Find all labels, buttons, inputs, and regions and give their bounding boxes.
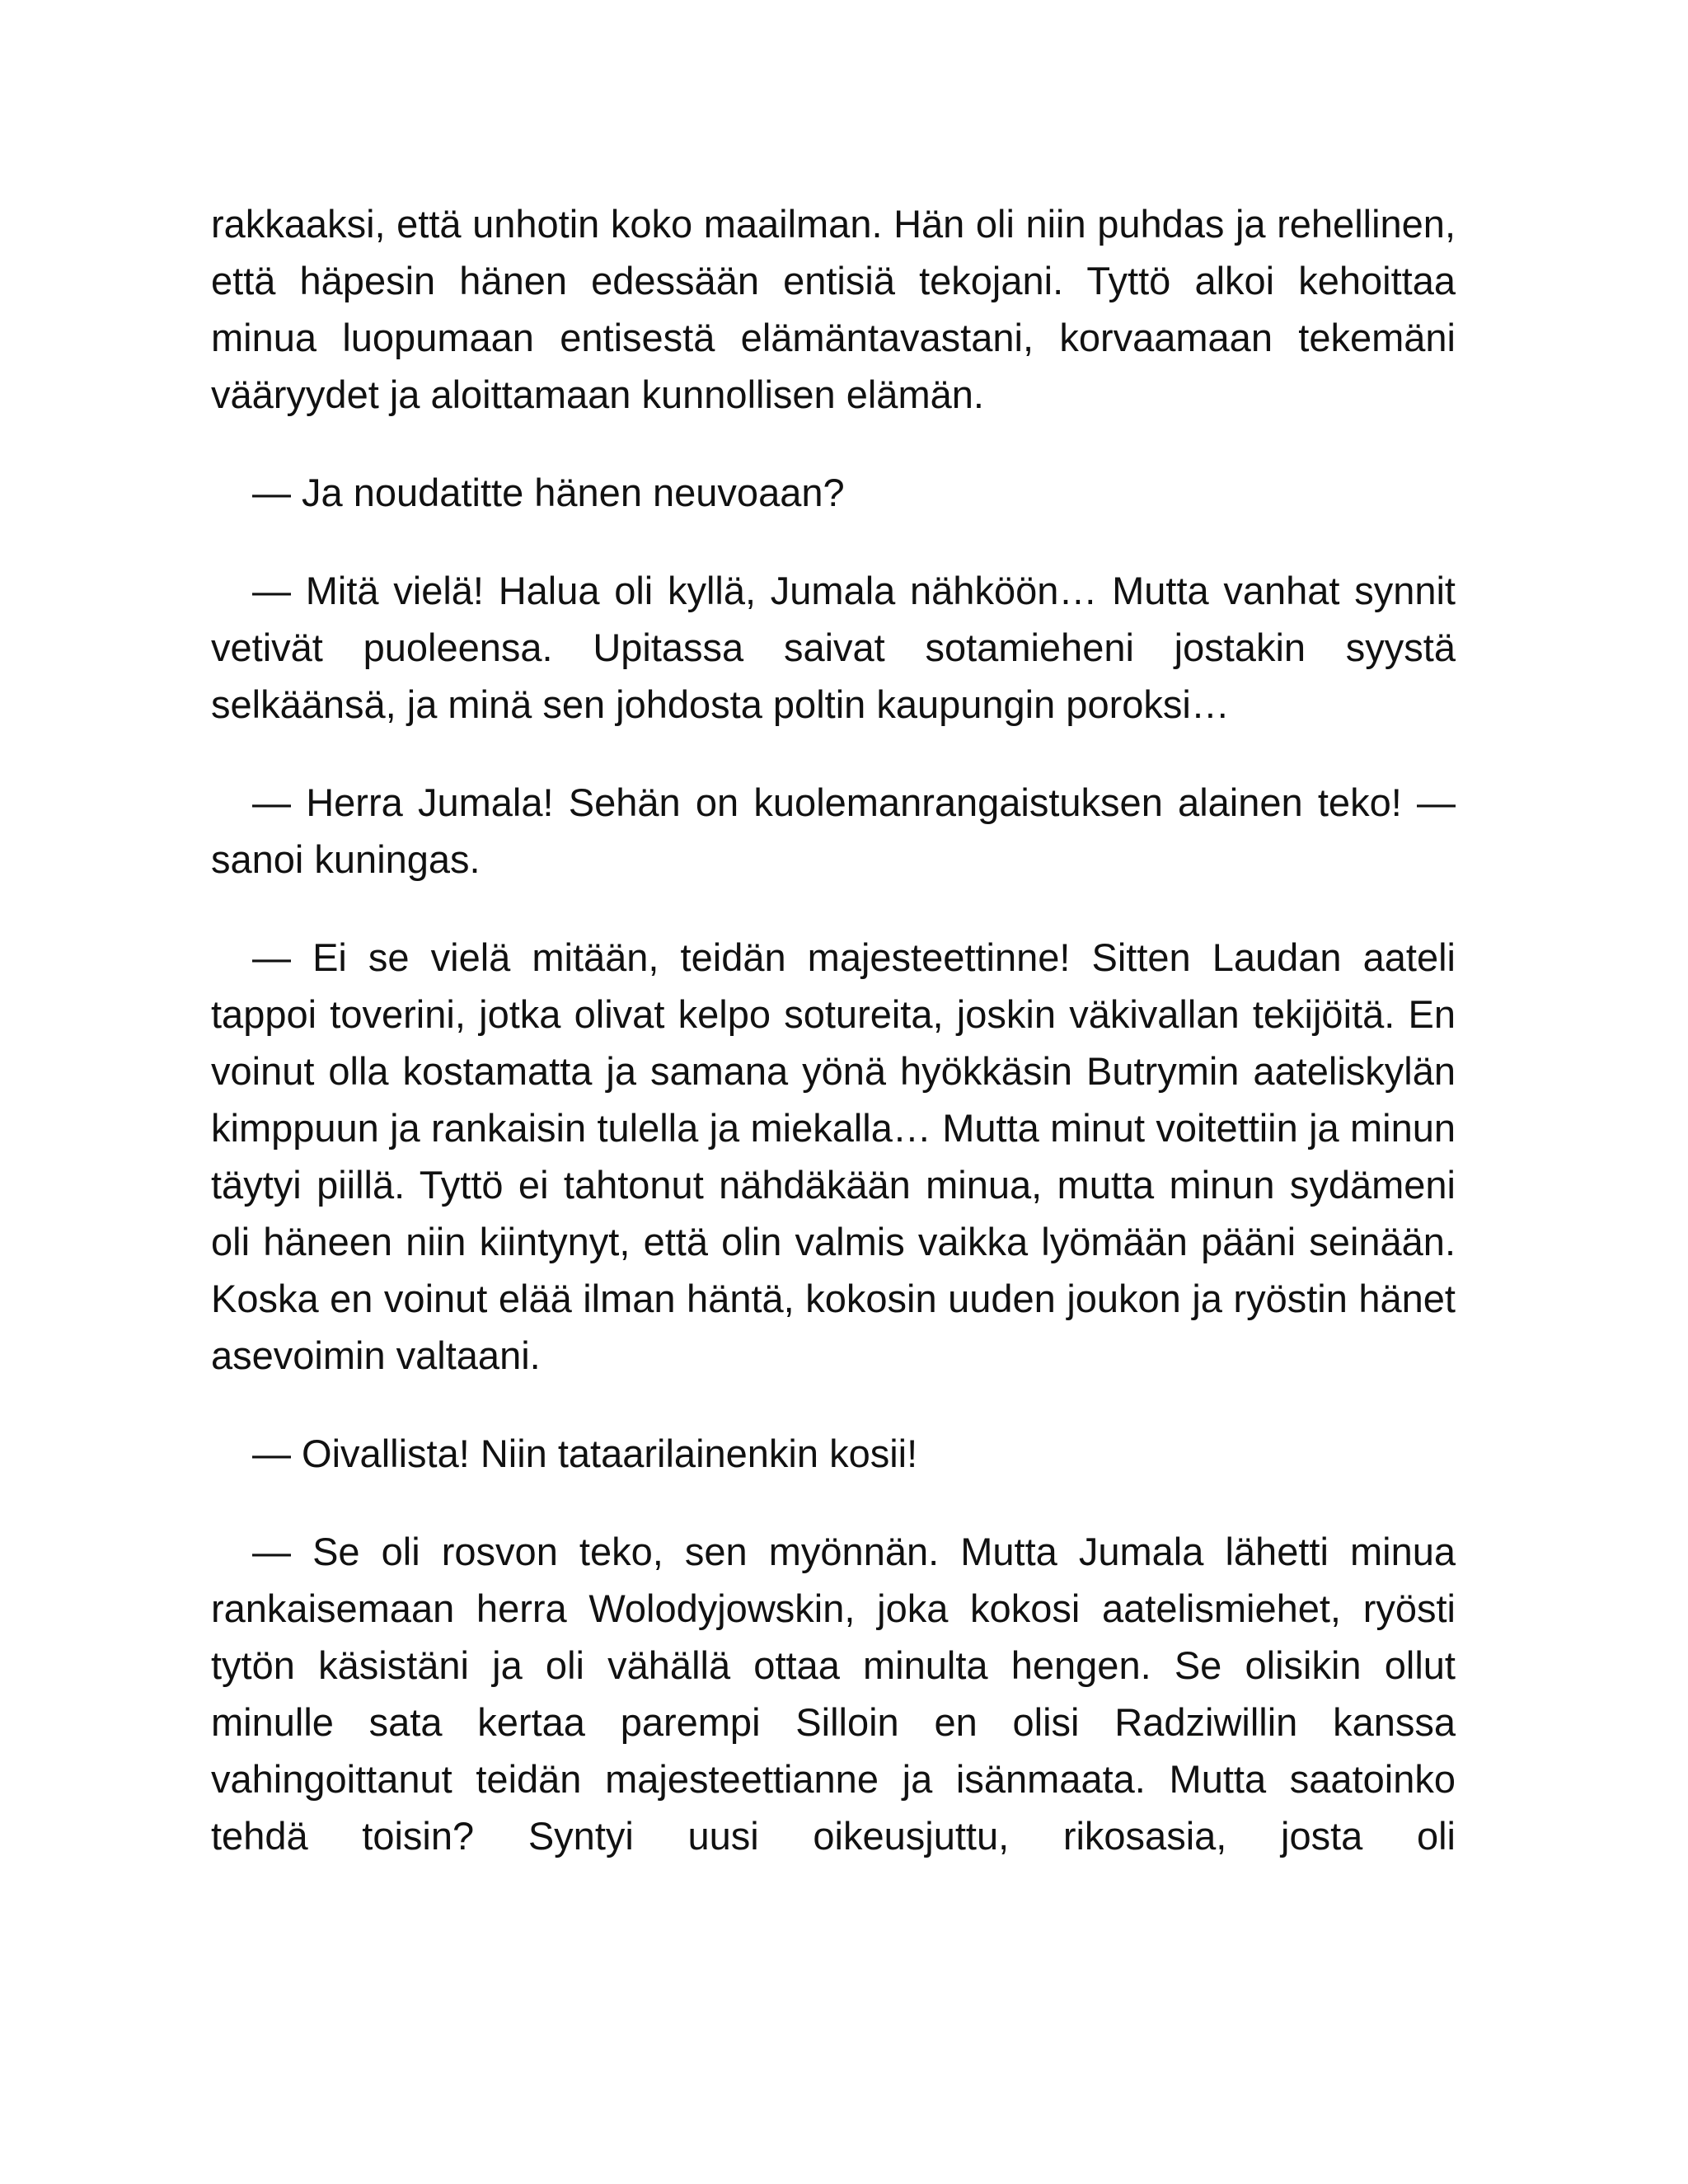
paragraph-2: — Ja noudatitte hänen neuvoaan? xyxy=(252,471,845,514)
paragraph-6: — Oivallista! Niin tataarilainenkin kosii! xyxy=(252,1432,918,1475)
paragraph-5: — Ei se vielä mitään, teidän majesteettinne! Sitten Laudan aateli tappoi toverini, jotka olivat kelpo sotureita, joskin väkivallan tekijöitä. En voinut olla kostamatta ja samana yönä hyökkäsin Butrymin aateliskylän kimppuun ja rankaisin tulella ja miekalla… Mutta minut voitettiin ja minun täytyi piillä. Tyttö ei tahtonut nähdäkään minua, mutta minun sydämeni oli häneen niin kiintynyt, että olin valmis vaikka lyömään pääni seinään. Koska en voinut elää ilman häntä, kokosin uuden joukon ja ryöstin hänet asevoimin valtaani. xyxy=(211,935,1456,1377)
document-page xyxy=(211,195,1456,1905)
paragraph-7: — Se oli rosvon teko, sen myönnän. Mutta Jumala lähetti minua rankaisemaan herra Wolodyjowskin, joka kokosi aatelismiehet, ryösti tytön käsistäni ja oli vähällä ottaa minulta hengen. Se olisikin ollut minulle sata kertaa parempi Silloin en olisi Radziwillin kanssa vahingoittanut teidän majesteettianne ja isänmaata. Mutta saatoinko tehdä toisin? Syntyi uusi oikeusjuttu, rikosasia, josta oli xyxy=(211,1530,1456,1858)
paragraph-3: — Mitä vielä! Halua oli kyllä, Jumala nähköön… Mutta vanhat synnit vetivät puoleensa. Upitassa saivat sotamieheni jostakin syystä selkäänsä, ja minä sen johdosta poltin kaupungin poroksi… xyxy=(211,569,1456,726)
paragraph-1: rakkaaksi, että unhotin koko maailman. Hän oli niin puhdas ja rehellinen, että häpesin hänen edessään entisiä tekojani. Tyttö alkoi kehoittaa minua luopumaan entisestä elämäntavastani, korvaamaan tekemäni vääryydet ja aloittamaan kunnollisen elämän. xyxy=(211,202,1456,416)
paragraph-4: — Herra Jumala! Sehän on kuolemanrangaistuksen alainen teko! — sanoi kuningas. xyxy=(211,780,1456,881)
